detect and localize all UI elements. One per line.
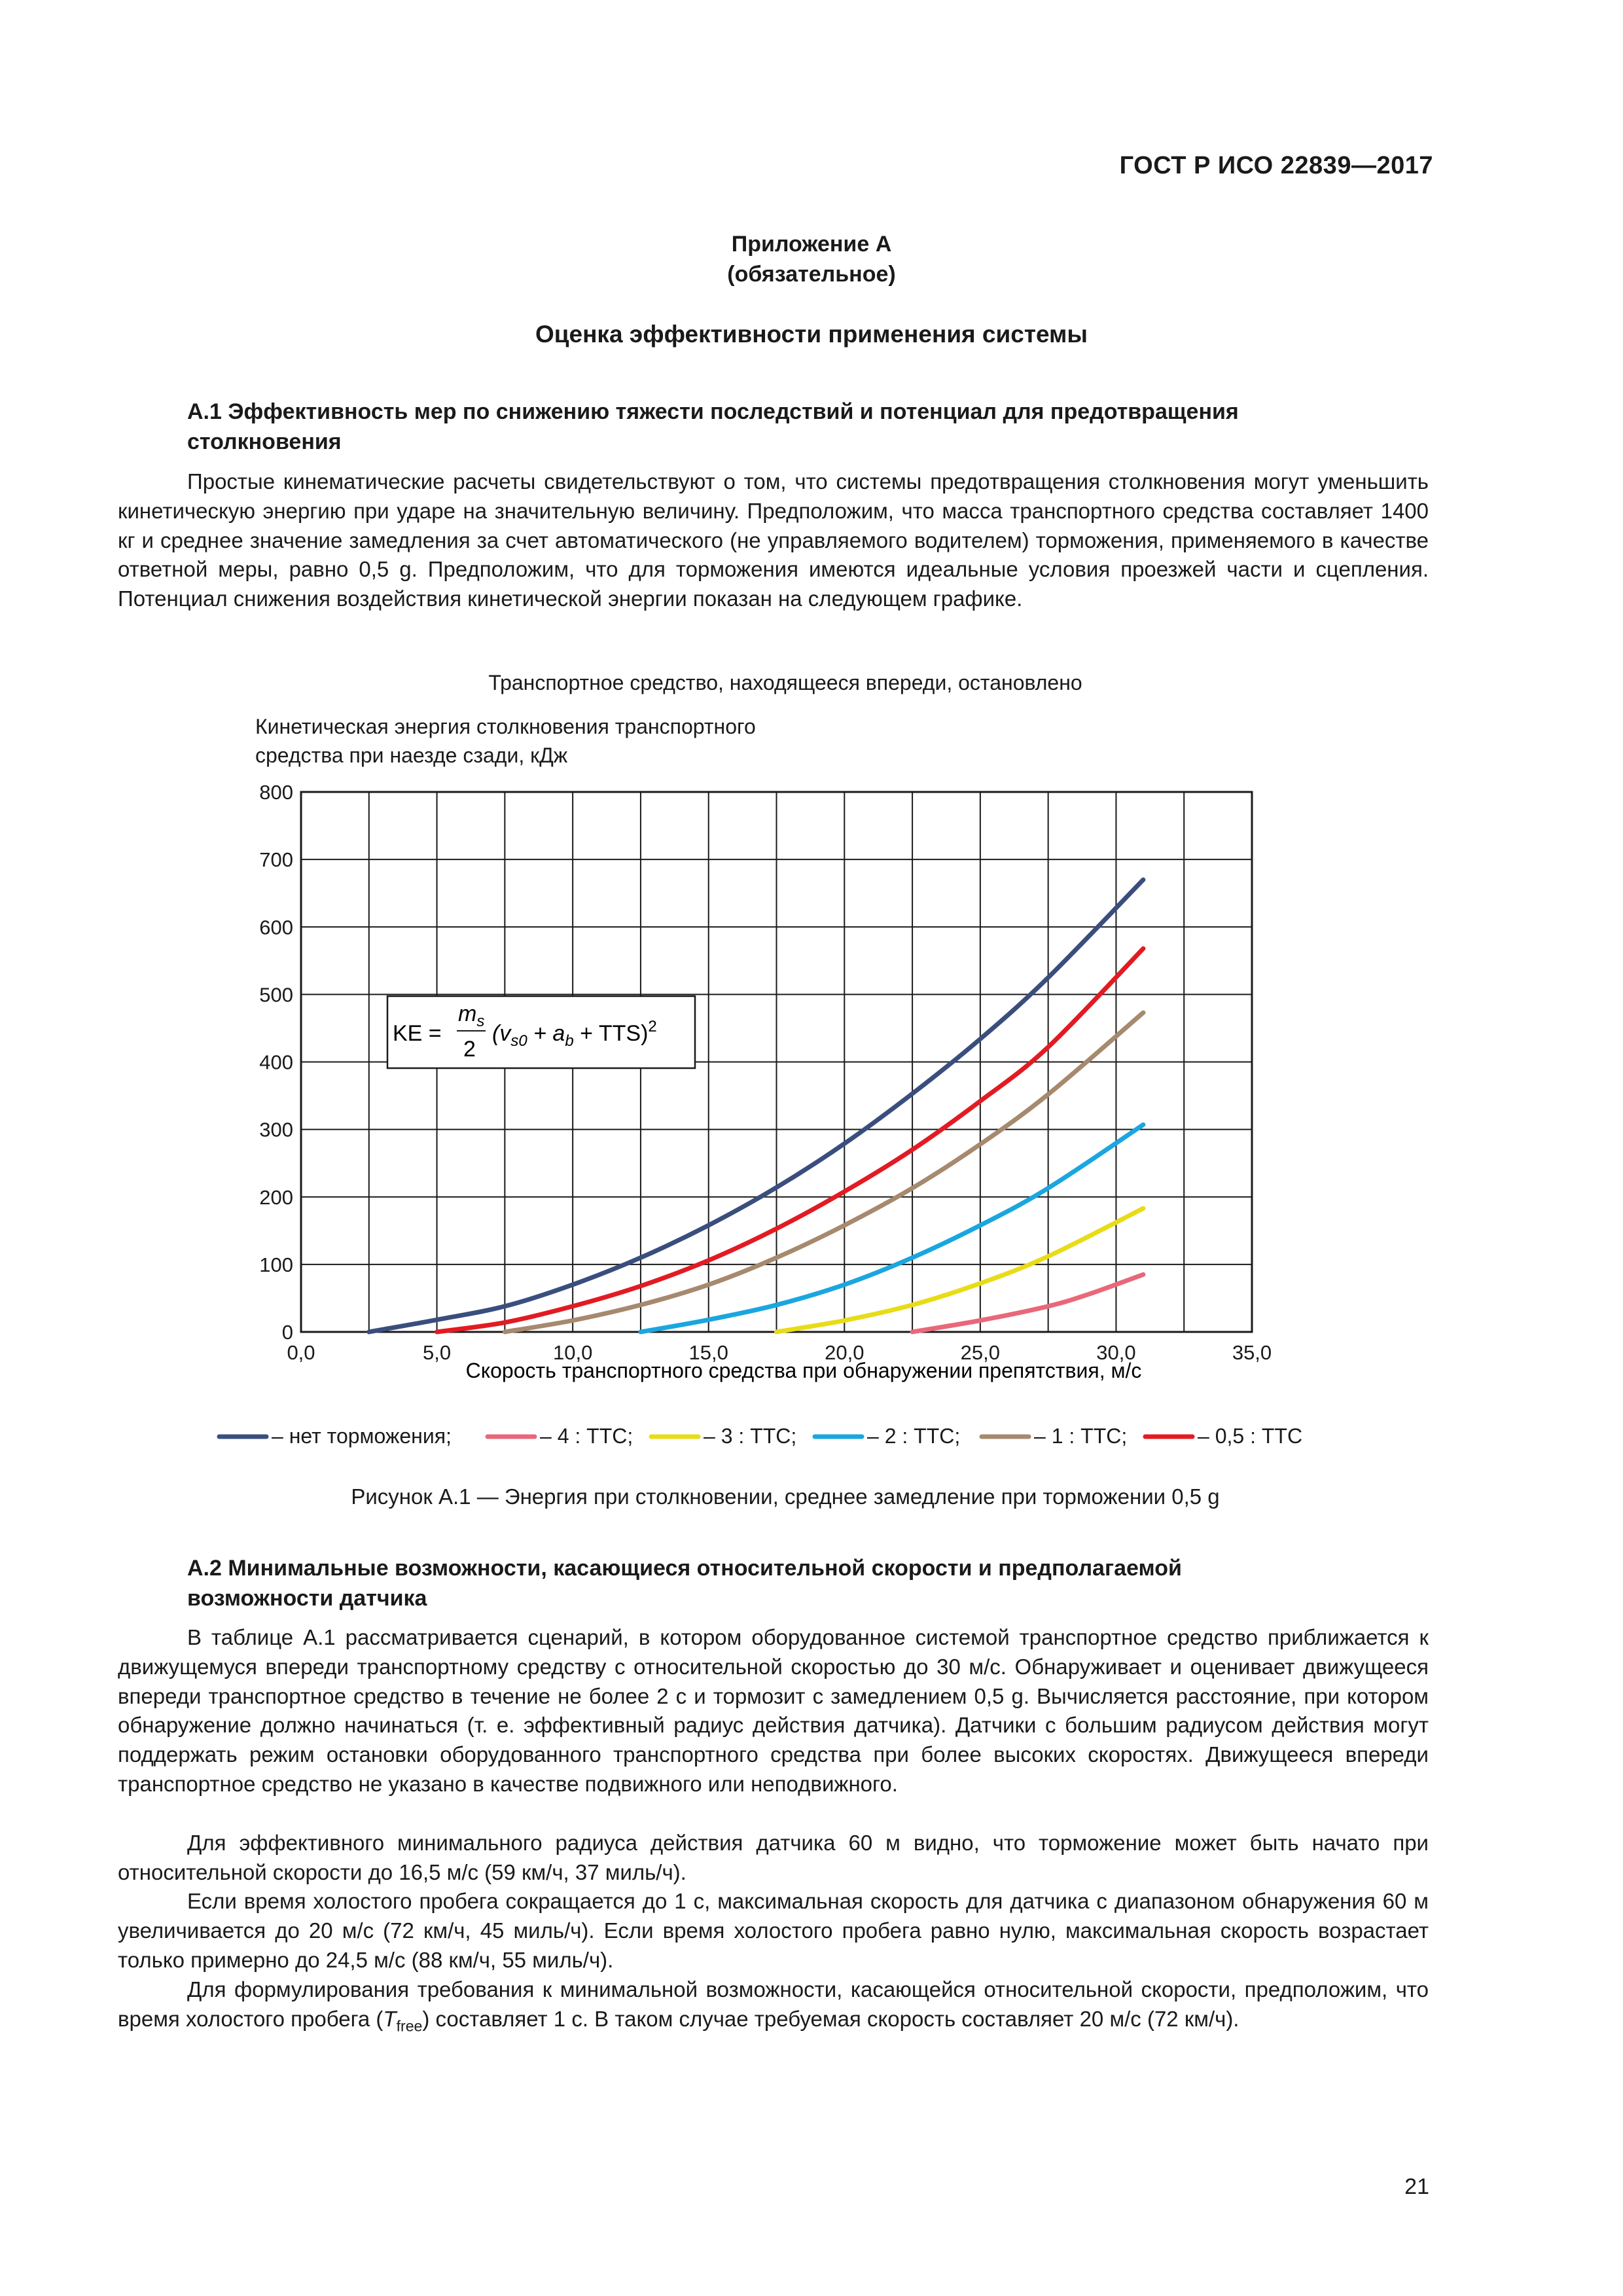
formula-denominator: 2 [463, 1037, 476, 1062]
legend-label: – 0,5 : ТТС [1198, 1424, 1303, 1448]
t-free-subscript: free [396, 2017, 423, 2035]
y-tick-label: 600 [259, 916, 293, 939]
y-tick-label: 800 [259, 781, 293, 804]
chart-y-axis-label-line2: средства при наезде сзади, кДж [255, 744, 568, 767]
x-tick-label: 30,0 [1096, 1341, 1136, 1364]
chart-legend [219, 1424, 1302, 1448]
formula-a-sub: b [565, 1032, 574, 1050]
annex-status: (обязательное) [727, 262, 896, 287]
annex-title: Приложение А [731, 232, 892, 257]
formula-lhs: KE = [393, 1021, 442, 1046]
figure-caption: Рисунок А.1 — Энергия при столкновении, среднее замедление при торможении 0,5 g [351, 1484, 1220, 1509]
section-a2-heading-line2: возможности датчика [187, 1586, 427, 1611]
formula-plus-a: + a [527, 1021, 565, 1046]
legend-label: – 2 : ТТС; [867, 1424, 961, 1448]
section-a2-paragraph-1: В таблице А.1 рассматривается сценарий, в котором оборудованное системой транспортное средство приближается к движущемуся впереди транспортному средству с относительной скоростью до 30 м/с. Обнаруживает и оценивает движущееся впереди транспортное средство в течение не более 2 с и тормозит с замедлением 0,5 g. Вычисляется расстояние, при котором обнаружение должно начинаться (т. е. эффективный радиус действия датчика). Датчики с большим радиусом действия могут поддержать режим остановки оборудованного транспортного средства при более высоких скоростях. Движущееся впереди транспортное средство не указано в качестве подвижного или неподвижного. [118, 1625, 1429, 1796]
section-a2-paragraph-4 [118, 1975, 1429, 2041]
page-title: Оценка эффективности применения системы [535, 321, 1088, 348]
formula-power: 2 [648, 1018, 657, 1035]
section-a2-heading-line1: А.2 Минимальные возможности, касающиеся относительной скорости и предполагаемой [187, 1556, 1182, 1581]
document-code: ГОСТ Р ИСО 22839—2017 [1119, 152, 1433, 179]
formula-box [387, 996, 695, 1068]
legend-label: – 4 : ТТС; [540, 1424, 633, 1448]
x-tick-label: 35,0 [1232, 1341, 1272, 1364]
y-tick-label: 0 [281, 1321, 293, 1344]
legend-label: – 3 : ТТС; [704, 1424, 797, 1448]
section-a2-paragraph-2: Для эффективного минимального радиуса действия датчика 60 м видно, что торможение может быть начато при относительной скорости до 16,5 м/с (59 км/ч, 37 миль/ч). [118, 1831, 1429, 1884]
page-number: 21 [1404, 2174, 1429, 2199]
x-tick-label: 25,0 [960, 1341, 1001, 1364]
x-tick-label: 15,0 [688, 1341, 728, 1364]
y-tick-label: 500 [259, 983, 293, 1007]
section-a1-paragraph: Простые кинематические расчеты свидетельствуют о том, что системы предотвращения столкновения могут уменьшить кинетическую энергию при ударе на значительную величину. Предположим, что масса транспортного средства составляет 1400 кг и среднее значение замедления за счет автоматического (не управляемого водителем) торможения, применяемого в качестве ответной меры, равно 0,5 g. Предположим, что для торможения имеются идеальные условия проезжей части и сцепления. Потенциал снижения воздействия кинетической энергии показан на следующем графике. [118, 469, 1429, 611]
formula-v-sub: s0 [510, 1032, 527, 1050]
chart-ticks [259, 781, 1272, 1364]
chart-y-axis-label-line1: Кинетическая энергия столкновения транспортного [255, 715, 756, 738]
series-line-1 [912, 1274, 1143, 1332]
x-tick-label: 0,0 [287, 1341, 315, 1364]
legend-label: – нет торможения; [272, 1424, 452, 1448]
chart-x-axis-label: Скорость транспортного средства при обнаружении препятствия, м/с [465, 1359, 1142, 1382]
chart-title: Транспортное средство, находящееся впереди, остановлено [488, 671, 1082, 694]
x-tick-label: 10,0 [552, 1341, 593, 1364]
series-line-2 [777, 1208, 1143, 1332]
y-tick-label: 100 [259, 1253, 293, 1276]
x-tick-label: 20,0 [825, 1341, 865, 1364]
kinetic-energy-chart [0, 733, 1623, 1492]
t-free-symbol: T [383, 2006, 397, 2031]
y-tick-label: 400 [259, 1050, 293, 1074]
formula-paren-open: (v [492, 1021, 511, 1046]
section-a1-heading [187, 397, 1431, 457]
formula-tail: + TTS) [573, 1021, 649, 1046]
formula-m-sub: s [476, 1013, 485, 1030]
formula-m: m [458, 1001, 477, 1026]
section-a2-paragraph-3: Если время холостого пробега сокращается до 1 с, максимальная скорость для датчика с диапазоном обнаружения 60 м увеличивается до 20 м/с (72 км/ч, 45 миль/ч). Если время холостого пробега равно нулю, максимальная скорость возрастает только примерно до 24,5 м/с (88 км/ч, 55 миль/ч). [118, 1889, 1429, 1972]
y-tick-label: 300 [259, 1118, 293, 1141]
section-a2-heading [187, 1553, 1431, 1613]
section-a2-paragraph-4-part1: Для формулирования требования к минимальной возможности, касающейся относительной скорости, предположим, что время холостого пробега ( [118, 1977, 1429, 2031]
section-a1-heading-line1: А.1 Эффективность мер по снижению тяжести последствий и потенциал для предотвращения [187, 399, 1239, 424]
annex-heading [0, 229, 1623, 289]
legend-label: – 1 : ТТС; [1034, 1424, 1128, 1448]
section-a2-paragraph-4-part2: ) составляет 1 с. В таком случае требуемая скорость составляет 20 м/с (72 км/ч). [422, 2006, 1240, 2031]
y-tick-label: 200 [259, 1185, 293, 1209]
section-a1-heading-line2: столкновения [187, 429, 342, 454]
y-tick-label: 700 [259, 848, 293, 872]
x-tick-label: 5,0 [423, 1341, 452, 1364]
